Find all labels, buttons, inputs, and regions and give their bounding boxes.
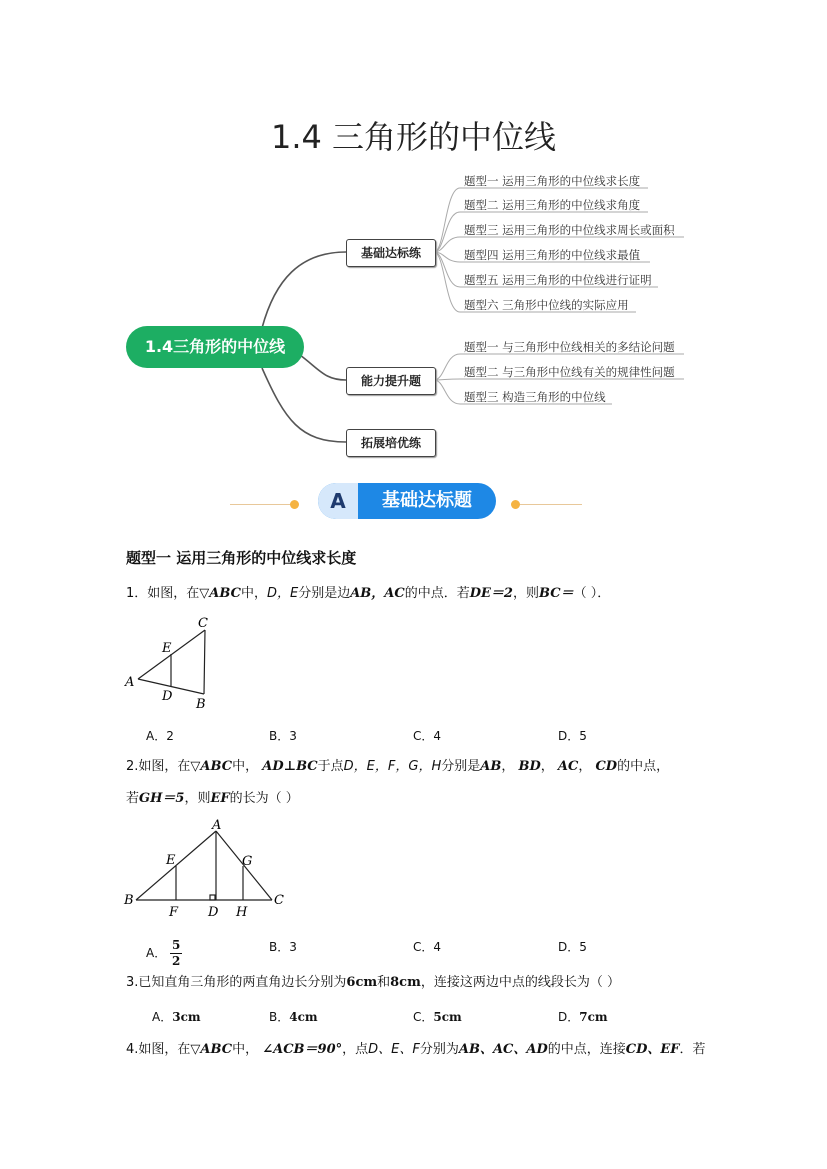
leaf-item: 题型二 运用三角形的中位线求角度 — [464, 198, 641, 212]
question-2-line1: 2.如图，在▽ABC中， AD⊥BC于点D，E，F，G，H分别是AB， BD， AC， CD的中点， — [126, 759, 670, 774]
leaf-item: 题型六 三角形中位线的实际应用 — [464, 298, 629, 312]
q2-option-c[interactable]: C．4 — [413, 940, 442, 954]
label-B: B — [196, 697, 206, 712]
label-F: F — [169, 905, 179, 918]
section-label: 基础达标题 — [382, 490, 472, 511]
q3-option-d[interactable]: D．7cm — [558, 1010, 608, 1024]
label-B: B — [124, 893, 134, 908]
q3-option-b[interactable]: B．4cm — [269, 1010, 318, 1024]
q1-option-a[interactable]: A．2 — [146, 729, 174, 743]
leaf-item: 题型一 运用三角形的中位线求长度 — [464, 174, 641, 188]
q2-option-d[interactable]: D．5 — [558, 940, 587, 954]
q3-option-c[interactable]: C．5cm — [413, 1010, 462, 1024]
q1-option-c[interactable]: C．4 — [413, 729, 442, 743]
leaf-item: 题型三 运用三角形的中位线求周长或面积 — [464, 223, 675, 237]
label-D: D — [208, 905, 219, 918]
section-letter: A — [318, 483, 358, 519]
q1-option-d[interactable]: D．5 — [558, 729, 587, 743]
label-G: G — [242, 854, 253, 869]
branch-basic: 基础达标练 — [346, 239, 436, 267]
question-1: 1．如图，在▽ABC中，D，E分别是边AB，AC的中点．若DE＝2，则BC＝（ ）． — [126, 586, 611, 601]
mindmap-root: 1.4三角形的中位线 — [126, 326, 304, 368]
branch-advanced: 能力提升题 — [346, 367, 436, 395]
divider-right — [520, 504, 582, 505]
question-2-line2: 若GH＝5，则EF的长为（ ） — [126, 791, 299, 806]
label-C: C — [274, 893, 284, 908]
q2-option-a[interactable]: A． $\frac{5}{2}$ — [146, 938, 181, 968]
leaf-item: 题型四 运用三角形的中位线求最值 — [464, 248, 641, 262]
q3-option-a[interactable]: A．3cm — [152, 1010, 201, 1024]
leaf-item: 题型三 构造三角形的中位线 — [464, 390, 606, 404]
label-E: E — [166, 853, 176, 868]
q2-option-b[interactable]: B．3 — [269, 940, 297, 954]
label-A: A — [125, 675, 135, 690]
heading-type1: 题型一 运用三角形的中位线求长度 — [126, 549, 357, 567]
branch-extension: 拓展培优练 — [346, 429, 436, 457]
label-D: D — [162, 689, 173, 704]
label-C: C — [198, 616, 208, 631]
label-H: H — [236, 905, 248, 918]
leaf-item: 题型一 与三角形中位线相关的多结论问题 — [464, 340, 675, 354]
leaf-item: 题型五 运用三角形的中位线进行证明 — [464, 273, 652, 287]
label-A: A — [212, 818, 222, 833]
figure-q2 — [120, 818, 290, 918]
q1-option-b[interactable]: B．3 — [269, 729, 297, 743]
figure-q1 — [120, 612, 230, 712]
label-E: E — [162, 641, 172, 656]
dot-right — [511, 500, 520, 509]
question-4: 4.如图，在▽ABC中， ∠ACB＝90°，点D、E、F分别为AB、AC、AD的中点，连接CD、EF．若 — [126, 1042, 706, 1057]
leaf-item: 题型二 与三角形中位线有关的规律性问题 — [464, 365, 675, 379]
divider-left — [230, 504, 292, 505]
question-3: 3.已知直角三角形的两直角边长分别为6cm和8cm，连接这两边中点的线段长为（ ） — [126, 975, 620, 990]
dot-left — [290, 500, 299, 509]
page-title: 1.4 三角形的中位线 — [270, 118, 557, 156]
